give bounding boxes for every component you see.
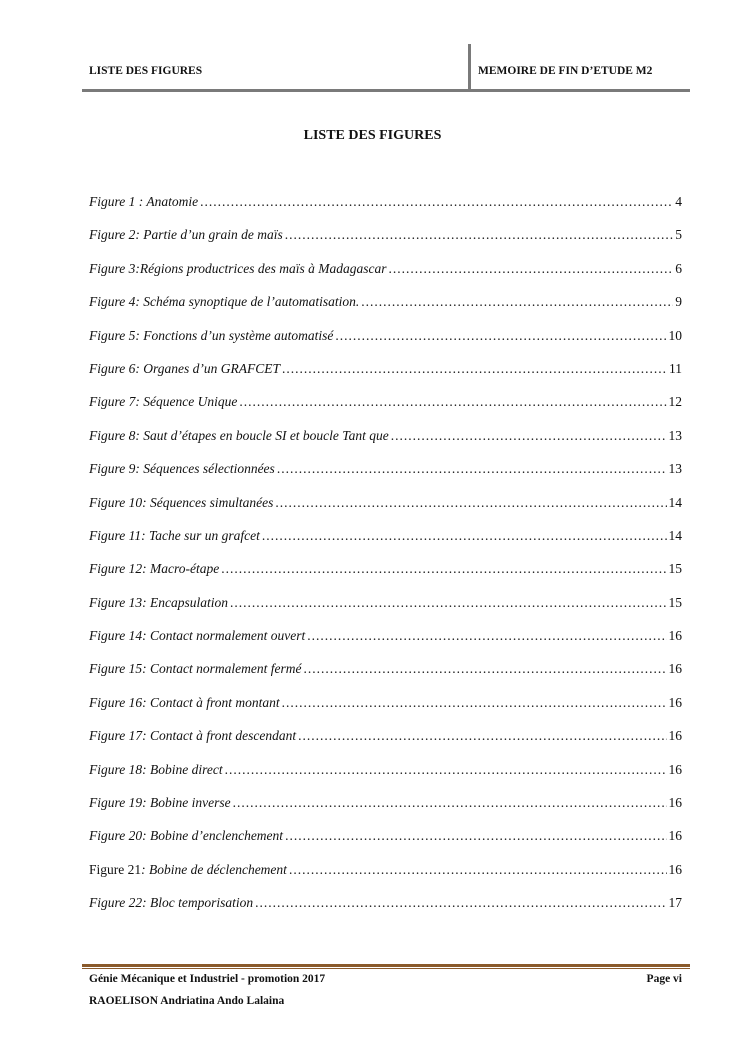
figure-entry-page: 5 xyxy=(675,227,682,243)
figure-entry-title: Figure 4: Schéma synoptique de l’automatisation. xyxy=(89,294,360,310)
figure-entry-title: Figure 5: Fonctions d’un système automatisé xyxy=(89,327,334,343)
figure-entry-title: Figure 1 : Anatomie xyxy=(89,194,199,209)
figure-entry-label xyxy=(89,294,359,310)
figure-list xyxy=(89,194,682,929)
figure-entry-label xyxy=(89,361,280,377)
figure-entry-page: 14 xyxy=(668,494,682,510)
figure-entry[interactable] xyxy=(89,762,682,795)
dot-leader xyxy=(303,661,666,677)
figure-entry-title: Figure 7: Séquence Unique xyxy=(89,394,238,410)
dot-leader xyxy=(230,595,667,611)
dot-leader xyxy=(391,428,667,444)
figure-entry-label xyxy=(89,528,260,544)
header-right-title: MEMOIRE DE FIN D’ETUDE M2 xyxy=(478,65,653,77)
figure-entry-title: Figure 13: Encapsulation xyxy=(89,594,228,610)
dot-leader xyxy=(233,795,667,811)
footer-rule-thin xyxy=(82,968,690,969)
figure-entry-label xyxy=(89,461,275,477)
figure-entry-label xyxy=(89,328,333,344)
figure-entry-page: 16 xyxy=(668,828,682,844)
figure-entry[interactable] xyxy=(89,862,682,895)
figure-entry-title: Figure 11: Tache sur un grafcet xyxy=(89,527,260,543)
figure-entry[interactable] xyxy=(89,828,682,861)
dot-leader xyxy=(239,394,666,410)
figure-entry-title: Figure 18: Bobine direct xyxy=(89,761,223,777)
figure-entry[interactable] xyxy=(89,495,682,528)
figure-entry-title: Figure 2: Partie d’un grain de maïs xyxy=(89,227,283,243)
dot-leader xyxy=(200,194,673,210)
header-left-title: LISTE DES FIGURES xyxy=(89,65,203,77)
figure-entry[interactable] xyxy=(89,661,682,694)
figure-entry-page: 10 xyxy=(668,327,682,343)
header-rule xyxy=(82,89,690,92)
figure-entry[interactable] xyxy=(89,394,682,427)
figure-entry-label xyxy=(89,628,305,644)
figure-entry-title: : Bobine de déclenchement xyxy=(141,861,287,877)
dot-leader xyxy=(285,828,666,844)
dot-leader xyxy=(282,695,667,711)
figure-entry-page: 16 xyxy=(668,628,682,644)
figure-entry-title: Figure 9: Séquences sélectionnées xyxy=(89,461,275,477)
figure-entry[interactable] xyxy=(89,294,682,327)
dot-leader xyxy=(361,294,673,310)
figure-entry-page: 16 xyxy=(668,861,682,877)
figure-entry-title: Figure 19: Bobine inverse xyxy=(89,795,231,811)
dot-leader xyxy=(275,495,666,511)
dot-leader xyxy=(221,561,666,577)
figure-entry-title: Figure 20: Bobine d’enclenchement xyxy=(89,828,284,844)
figure-entry-label xyxy=(89,261,386,277)
page-title: LISTE DES FIGURES xyxy=(303,128,442,143)
dot-leader xyxy=(262,528,667,544)
figure-entry-page: 9 xyxy=(675,294,682,310)
dot-leader xyxy=(277,461,667,477)
figure-entry-page: 15 xyxy=(668,594,682,610)
dot-leader xyxy=(225,762,667,778)
figure-entry-title: Figure 12: Macro-étape xyxy=(89,561,220,577)
figure-entry-page: 14 xyxy=(668,527,682,543)
figure-entry[interactable] xyxy=(89,895,682,928)
figure-entry-label xyxy=(89,428,389,444)
figure-entry-page: 16 xyxy=(668,795,682,811)
figure-entry-page: 6 xyxy=(675,260,682,276)
figure-entry-label xyxy=(89,728,296,744)
figure-entry-prefix: Figure 21 xyxy=(89,861,142,877)
figure-entry-label xyxy=(89,495,273,511)
dot-leader xyxy=(282,361,667,377)
figure-entry[interactable] xyxy=(89,695,682,728)
figure-entry-page: 16 xyxy=(668,761,682,777)
figure-entry-page: 12 xyxy=(668,394,682,410)
figure-entry[interactable] xyxy=(89,261,682,294)
figure-entry[interactable] xyxy=(89,528,682,561)
figure-entry[interactable] xyxy=(89,595,682,628)
figure-entry-page: 11 xyxy=(669,360,682,376)
figure-entry-label xyxy=(89,762,223,778)
dot-leader xyxy=(335,328,666,344)
figure-entry[interactable] xyxy=(89,361,682,394)
figure-entry-label xyxy=(89,561,219,577)
figure-entry-page: 16 xyxy=(668,728,682,744)
figure-entry-title: Figure 14: Contact normalement ouvert xyxy=(89,628,306,644)
dot-leader xyxy=(285,227,674,243)
figure-entry-title: Figure 3:Régions productrices des maïs à Madagascar xyxy=(89,260,387,276)
dot-leader xyxy=(298,728,666,744)
figure-entry[interactable] xyxy=(89,194,682,227)
figure-entry-page: 16 xyxy=(668,694,682,710)
figure-entry-page: 16 xyxy=(668,661,682,677)
figure-entry-page: 17 xyxy=(668,895,682,911)
figure-entry[interactable] xyxy=(89,428,682,461)
dot-leader xyxy=(255,895,666,911)
figure-entry-page: 4 xyxy=(675,194,682,209)
figure-entry-label xyxy=(89,795,231,811)
footer-author: RAOELISON Andriatina Ando Lalaina xyxy=(89,995,285,1007)
figure-entry[interactable] xyxy=(89,227,682,260)
figure-entry-title: Figure 16: Contact à front montant xyxy=(89,694,280,710)
figure-entry[interactable] xyxy=(89,795,682,828)
figure-entry-label xyxy=(89,862,287,878)
figure-entry-title: Figure 10: Séquences simultanées xyxy=(89,494,274,510)
figure-entry-label xyxy=(89,394,237,410)
dot-leader xyxy=(307,628,666,644)
figure-entry-label xyxy=(89,194,198,210)
figure-entry-label xyxy=(89,227,283,243)
figure-entry-title: Figure 22: Bloc temporisation xyxy=(89,895,254,911)
figure-entry-label xyxy=(89,595,228,611)
figure-entry[interactable] xyxy=(89,328,682,361)
figure-entry-page: 13 xyxy=(668,427,682,443)
figure-entry-page: 15 xyxy=(668,561,682,577)
figure-entry-label xyxy=(89,695,280,711)
footer-page-number: Page vi xyxy=(646,973,682,985)
figure-entry[interactable] xyxy=(89,728,682,761)
figure-entry[interactable] xyxy=(89,561,682,594)
footer-rule-thick xyxy=(82,964,690,967)
figure-entry-label xyxy=(89,661,301,677)
footer-department: Génie Mécanique et Industriel - promotion 2017 xyxy=(89,973,326,985)
figure-entry-page: 13 xyxy=(668,461,682,477)
figure-entry-title: Figure 15: Contact normalement fermé xyxy=(89,661,302,677)
figure-entry[interactable] xyxy=(89,461,682,494)
figure-entry-title: Figure 17: Contact à front descendant xyxy=(89,728,297,744)
figure-entry-label xyxy=(89,895,253,911)
header-divider-vertical xyxy=(468,44,471,90)
figure-entry-title: Figure 8: Saut d’étapes en boucle SI et boucle Tant que xyxy=(89,427,389,443)
dot-leader xyxy=(289,862,667,878)
figure-entry[interactable] xyxy=(89,628,682,661)
dot-leader xyxy=(388,261,673,277)
figure-entry-title: Figure 6: Organes d’un GRAFCET xyxy=(89,360,280,376)
figure-entry-label xyxy=(89,828,283,844)
